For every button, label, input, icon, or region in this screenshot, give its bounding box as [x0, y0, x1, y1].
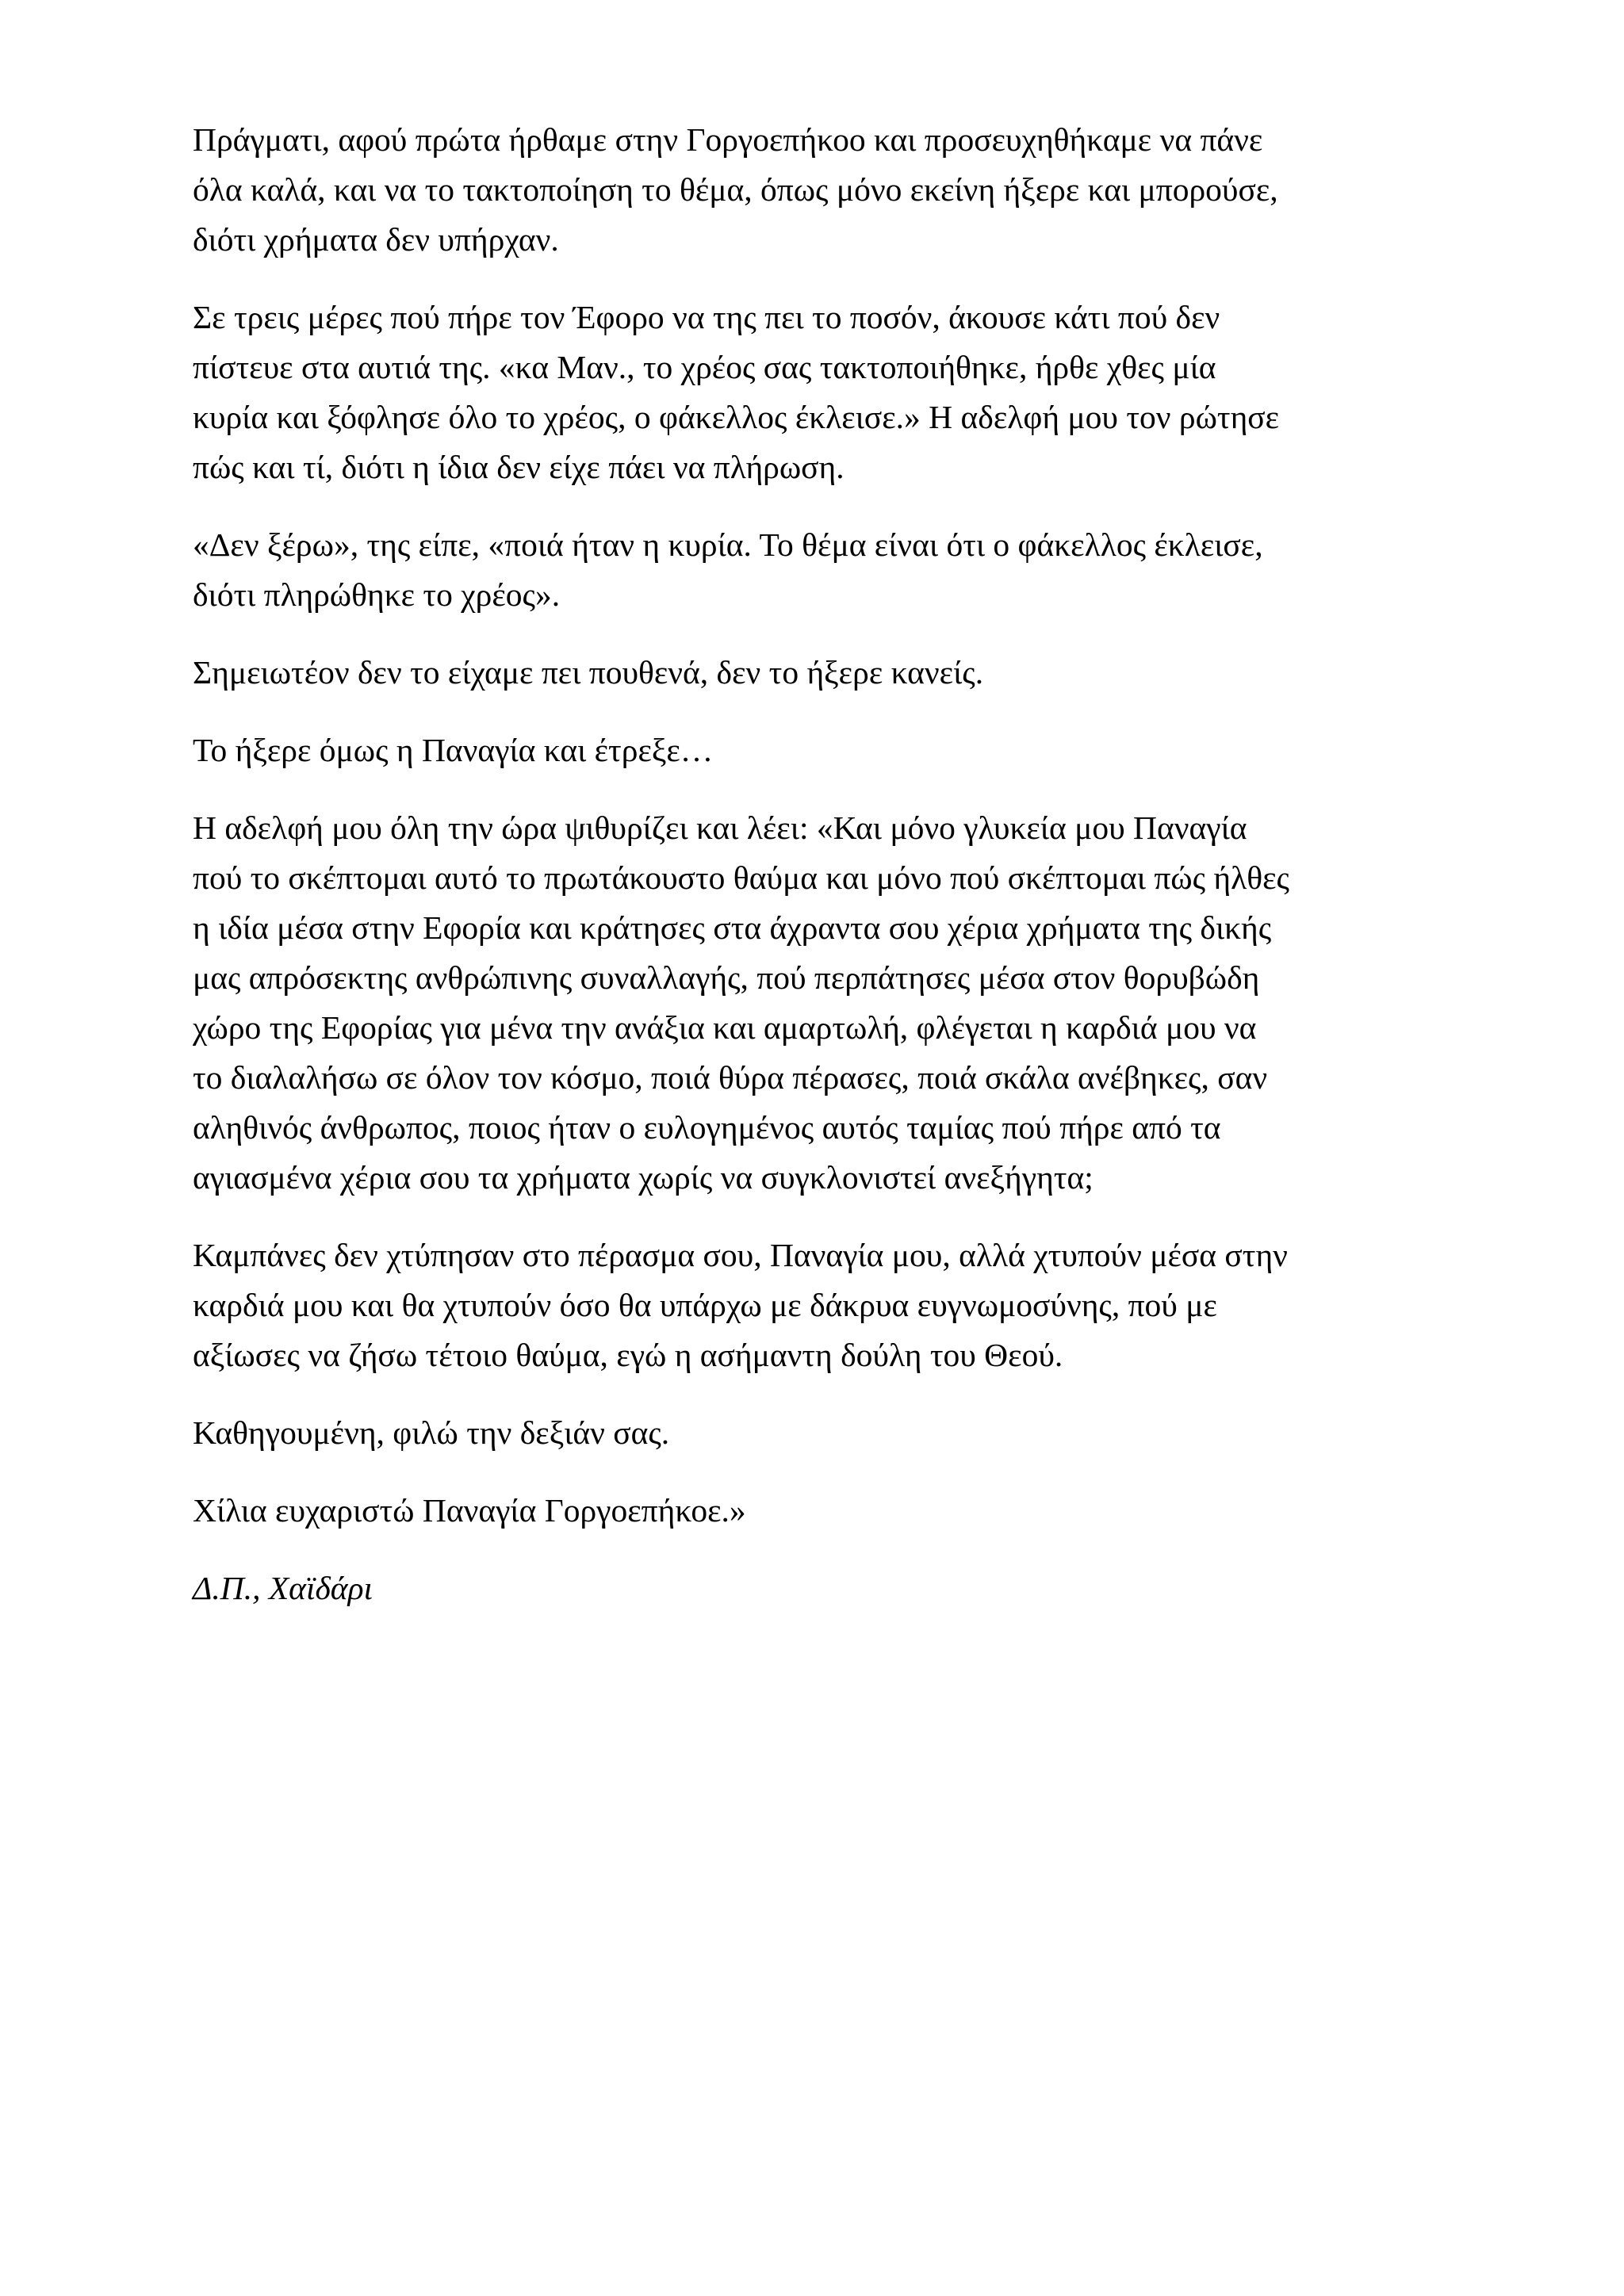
text-line: μας απρόσεκτης ανθρώπινης συναλλαγής, πού περπάτησες μέσα στον θορυβώδη: [193, 959, 1260, 996]
text-line: αληθινός άνθρωπος, ποιος ήταν ο ευλογημένος αυτός ταμίας πού πήρε από τα: [193, 1109, 1221, 1146]
text-line: Καμπάνες δεν χτύπησαν στο πέρασμα σου, Παναγία μου, αλλά χτυπούν μέσα στην: [193, 1237, 1288, 1273]
text-line: πίστευε στα αυτιά της. «κα Μαν., το χρέος σας τακτοποιήθηκε, ήρθε χθες μία: [193, 349, 1216, 385]
paragraph-6: [193, 803, 1465, 1203]
paragraph-8: [193, 1408, 1465, 1458]
paragraph-9: [193, 1486, 1465, 1536]
paragraph-2: [193, 293, 1465, 492]
text-line: Σημειωτέον δεν το είχαμε πει πουθενά, δεν το ήξερε κανείς.: [193, 654, 984, 691]
text-line: Χίλια ευχαριστώ Παναγία Γοργοεπήκοε.»: [193, 1492, 746, 1529]
text-line: αγιασμένα χέρια σου τα χρήματα χωρίς να συγκλονιστεί ανεξήγητα;: [193, 1159, 1094, 1196]
paragraph-4: [193, 648, 1465, 698]
text-line: Πράγματι, αφού πρώτα ήρθαμε στην Γοργοεπήκοο και προσευχηθήκαμε να πάνε: [193, 121, 1263, 158]
text-line: το διαλαλήσω σε όλον τον κόσμο, ποιά θύρα πέρασες, ποιά σκάλα ανέβηκες, σαν: [193, 1059, 1268, 1096]
paragraph-5: [193, 725, 1465, 775]
text-line: Σε τρεις μέρες πού πήρε τον Έφορο να της πει το ποσόν, άκουσε κάτι πού δεν: [193, 299, 1220, 335]
text-line: διότι χρήματα δεν υπήρχαν.: [193, 221, 559, 258]
text-line: πού το σκέπτομαι αυτό το πρωτάκουστο θαύμα και μόνο πού σκέπτομαι πώς ήλθες: [193, 859, 1289, 896]
text-line: «Δεν ξέρω», της είπε, «ποιά ήταν η κυρία. Το θέμα είναι ότι ο φάκελλος έκλεισε,: [193, 526, 1263, 563]
paragraph-3: [193, 520, 1465, 620]
text-line: αξίωσες να ζήσω τέτοιο θαύμα, εγώ η ασήμαντη δούλη του Θεού.: [193, 1337, 1063, 1373]
text-line: καρδιά μου και θα χτυπούν όσο θα υπάρχω με δάκρυα ευγνωμοσύνης, πού με: [193, 1287, 1217, 1323]
text-line: πώς και τί, διότι η ίδια δεν είχε πάει να πλήρωση.: [193, 449, 845, 485]
paragraph-7: [193, 1230, 1465, 1380]
signature-text: Δ.Π., Χαϊδάρι: [193, 1570, 373, 1606]
text-line: Η αδελφή μου όλη την ώρα ψιθυρίζει και λέει: «Και μόνο γλυκεία μου Παναγία: [193, 809, 1247, 846]
paragraph-1: [193, 115, 1465, 265]
text-line: Καθηγουμένη, φιλώ την δεξιάν σας.: [193, 1414, 670, 1451]
signature: [193, 1563, 1465, 1613]
text-line: διότι πληρώθηκε το χρέος».: [193, 576, 561, 613]
text-line: Το ήξερε όμως η Παναγία και έτρεξε…: [193, 732, 714, 768]
text-line: κυρία και ξόφλησε όλο το χρέος, ο φάκελλος έκλεισε.» Η αδελφή μου τον ρώτησε: [193, 399, 1280, 435]
text-line: χώρο της Εφορίας για μένα την ανάξια και αμαρτωλή, φλέγεται η καρδιά μου να: [193, 1009, 1257, 1046]
text-line: η ιδία μέσα στην Εφορία και κράτησες στα άχραντα σου χέρια χρήματα της δικής: [193, 909, 1272, 946]
text-line: όλα καλά, και να το τακτοποίηση το θέμα, όπως μόνο εκείνη ήξερε και μπορούσε,: [193, 171, 1278, 208]
